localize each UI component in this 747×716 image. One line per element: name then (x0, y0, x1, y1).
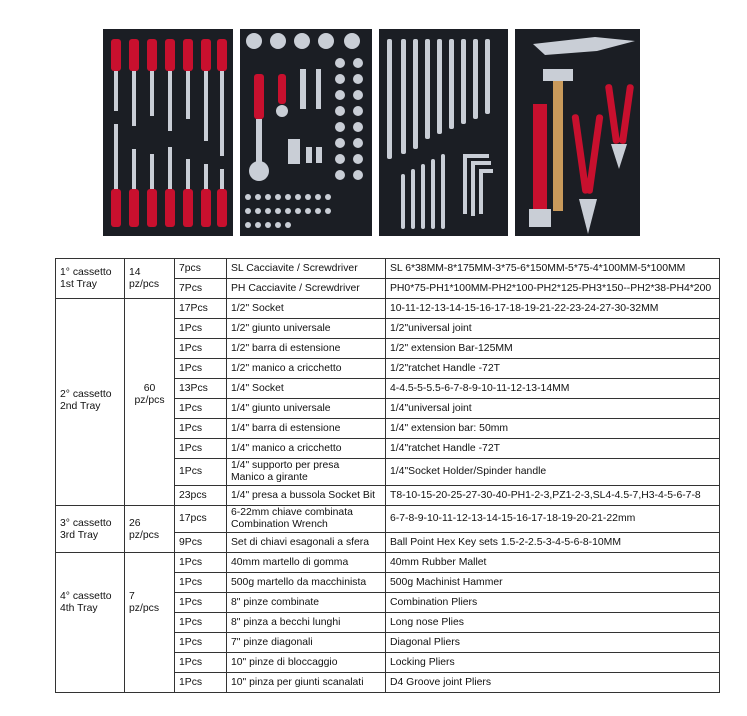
name-cell: 7" pinze diagonali (227, 633, 386, 653)
qty-cell: 13Pcs (175, 379, 227, 399)
spec-cell: 1/4" extension bar: 50mm (386, 419, 720, 439)
qty-cell: 1Pcs (175, 419, 227, 439)
qty-cell: 1Pcs (175, 613, 227, 633)
name-cell: 1/4" giunto universale (227, 399, 386, 419)
qty-cell: 1Pcs (175, 339, 227, 359)
screwdriver-icon (103, 29, 233, 236)
name-cell: 1/4" Socket (227, 379, 386, 399)
tray-label-en: 4th Tray (60, 603, 98, 614)
tray-label-it: 3° cassetto (60, 518, 112, 529)
tray-label (56, 259, 125, 299)
spec-cell: Ball Point Hex Key sets 1.5-2-2.5-3-4-5-6-8-10MM (386, 533, 720, 553)
tray-label-it: 2° cassetto (60, 389, 112, 400)
name-line-2: Combination Wrench (231, 519, 328, 530)
spec-cell: 1/4"universal joint (386, 399, 720, 419)
qty-cell: 1Pcs (175, 359, 227, 379)
tray-label-en: 3rd Tray (60, 530, 99, 541)
name-cell: 1/4" barra di estensione (227, 419, 386, 439)
name-cell: 1/2" barra di estensione (227, 339, 386, 359)
spec-cell: 500g Machinist Hammer (386, 573, 720, 593)
spec-cell: 4-4.5-5-5.5-6-7-8-9-10-11-12-13-14MM (386, 379, 720, 399)
wrench-icon (379, 29, 508, 236)
tray-label-it: 4° cassetto (60, 591, 112, 602)
spec-cell: PH0*75-PH1*100MM-PH2*100-PH2*125-PH3*150--PH2*38-PH4*200 (386, 279, 720, 299)
qty-cell: 1Pcs (175, 399, 227, 419)
tray-label (56, 553, 125, 693)
spec-cell: 1/4"ratchet Handle -72T (386, 439, 720, 459)
spec-cell: D4 Groove joint Pliers (386, 673, 720, 693)
tray-count-value: 60 (143, 383, 156, 394)
socket-icon (240, 29, 372, 236)
tray-count (125, 259, 175, 299)
name-cell: 8" pinza a becchi lunghi (227, 613, 386, 633)
spec-cell: T8-10-15-20-25-27-30-40-PH1-2-3,PZ1-2-3,SL4-4.5-7,H3-4-5-6-7-8 (386, 486, 720, 506)
spec-cell: 6-7-8-9-10-11-12-13-14-15-16-17-18-19-20-21-22mm (386, 506, 720, 533)
wrench-tray-image (379, 29, 508, 236)
spec-cell: 1/2"universal joint (386, 319, 720, 339)
qty-cell: 7pcs (175, 259, 227, 279)
qty-cell: 17pcs (175, 506, 227, 533)
tray-label (56, 506, 125, 553)
name-cell (227, 506, 386, 533)
tray-count (125, 506, 175, 553)
pliers-tray-image (515, 29, 640, 236)
qty-cell: 9Pcs (175, 533, 227, 553)
socket-tray-image (240, 29, 372, 236)
qty-cell: 17Pcs (175, 299, 227, 319)
tray-label-en: 2nd Tray (60, 401, 101, 412)
qty-cell: 1Pcs (175, 593, 227, 613)
pliers-icon (515, 29, 640, 236)
qty-cell: 1Pcs (175, 553, 227, 573)
spec-cell: Combination Pliers (386, 593, 720, 613)
name-line-1: 1/4" supporto per presa (231, 460, 340, 471)
name-cell: 10" pinze di bloccaggio (227, 653, 386, 673)
qty-cell: 7Pcs (175, 279, 227, 299)
tool-spec-table (55, 258, 720, 693)
qty-cell: 1Pcs (175, 459, 227, 486)
tray-count-unit: pz/pcs (129, 278, 160, 290)
screwdriver-tray-image (103, 29, 233, 236)
spec-cell: Long nose Plies (386, 613, 720, 633)
tray-count-value: 7 (129, 591, 135, 602)
tray-count (125, 553, 175, 693)
qty-cell: 1Pcs (175, 319, 227, 339)
qty-cell: 23pcs (175, 486, 227, 506)
spec-cell: SL 6*38MM-8*175MM-3*75-6*150MM-5*75-4*100MM-5*100MM (386, 259, 720, 279)
name-cell: 1/2" giunto universale (227, 319, 386, 339)
name-cell: SL Cacciavite / Screwdriver (227, 259, 386, 279)
tray-count (125, 299, 175, 506)
tray-count-unit: pz/pcs (129, 603, 160, 614)
tray-images (103, 29, 640, 236)
tray-count-value: 14 (129, 266, 141, 278)
qty-cell: 1Pcs (175, 439, 227, 459)
name-cell: PH Cacciavite / Screwdriver (227, 279, 386, 299)
qty-cell: 1Pcs (175, 633, 227, 653)
tray-label-it: 1° cassetto (60, 266, 112, 278)
spec-cell: 10-11-12-13-14-15-16-17-18-19-21-22-23-24-27-30-32MM (386, 299, 720, 319)
spec-cell: Diagonal Pliers (386, 633, 720, 653)
tray-count-value: 26 (129, 518, 141, 529)
spec-cell: Locking Pliers (386, 653, 720, 673)
name-cell: 8" pinze combinate (227, 593, 386, 613)
qty-cell: 1Pcs (175, 673, 227, 693)
name-cell: 1/4" presa a bussola Socket Bit (227, 486, 386, 506)
name-cell: 1/2" manico a cricchetto (227, 359, 386, 379)
tray-count-unit: pz/pcs (129, 530, 160, 541)
tray-label (56, 299, 125, 506)
spec-cell: 1/2"ratchet Handle -72T (386, 359, 720, 379)
table-row (56, 506, 720, 533)
tray-label-en: 1st Tray (60, 278, 97, 290)
table-row (56, 259, 720, 279)
qty-cell: 1Pcs (175, 573, 227, 593)
table-row (56, 299, 720, 319)
name-cell: 40mm martello di gomma (227, 553, 386, 573)
name-cell: Set di chiavi esagonali a sfera (227, 533, 386, 553)
spec-cell: 40mm Rubber Mallet (386, 553, 720, 573)
qty-cell: 1Pcs (175, 653, 227, 673)
name-cell: 1/4" manico a cricchetto (227, 439, 386, 459)
name-cell: 10" pinza per giunti scanalati (227, 673, 386, 693)
table-row (56, 553, 720, 573)
tray-count-unit: pz/pcs (134, 395, 165, 406)
name-cell (227, 459, 386, 486)
name-line-1: 6-22mm chiave combinata (231, 507, 353, 518)
name-cell: 500g martello da macchinista (227, 573, 386, 593)
name-cell: 1/2" Socket (227, 299, 386, 319)
spec-cell: 1/2" extension Bar-125MM (386, 339, 720, 359)
name-line-2: Manico a girante (231, 472, 308, 483)
spec-cell: 1/4"Socket Holder/Spinder handle (386, 459, 720, 486)
